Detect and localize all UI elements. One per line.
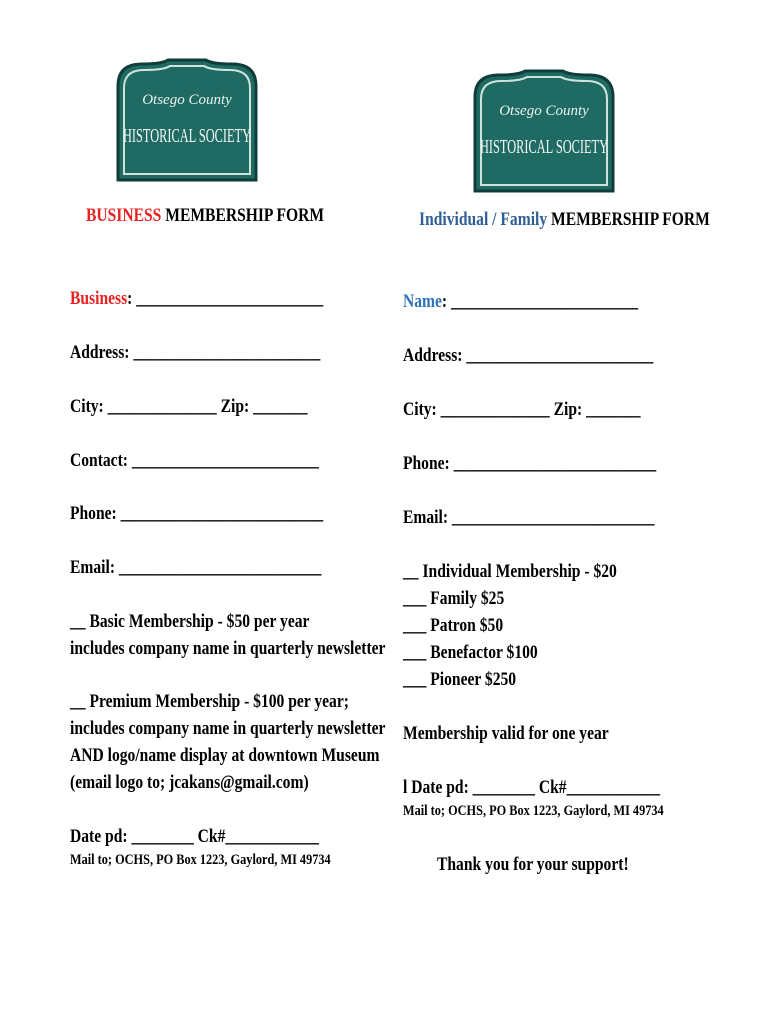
premium-membership-desc-2: AND logo/name display at downtown Museum bbox=[70, 745, 380, 766]
business-address-field[interactable]: Address: ________________________ bbox=[70, 342, 321, 363]
individual-title-accent: Individual / Family bbox=[419, 209, 548, 230]
business-title-accent: BUSINESS bbox=[86, 205, 162, 226]
individual-city-zip-field[interactable]: City: ______________ Zip: _______ bbox=[403, 399, 641, 420]
business-email-field[interactable]: Email: __________________________ bbox=[70, 557, 322, 578]
individual-name-label: Name bbox=[403, 291, 442, 312]
basic-membership-option[interactable]: __ Basic Membership - $50 per year bbox=[70, 611, 310, 632]
business-phone-field[interactable]: Phone: __________________________ bbox=[70, 503, 324, 524]
patron-membership-option[interactable]: ___ Patron $50 bbox=[403, 615, 504, 636]
business-form-title bbox=[86, 203, 324, 229]
logo-text-county: Otsego County bbox=[499, 103, 589, 119]
logo-text-society: HISTORICAL SOCIETY bbox=[123, 125, 251, 147]
business-title-rest: MEMBERSHIP FORM bbox=[161, 205, 325, 226]
individual-title-rest: MEMBERSHIP FORM bbox=[547, 209, 710, 230]
individual-address-field[interactable]: Address: ________________________ bbox=[403, 345, 654, 366]
individual-date-paid-field[interactable]: l Date pd: ________ Ck#____________ bbox=[403, 777, 661, 798]
individual-membership-option[interactable]: __ Individual Membership - $20 bbox=[403, 561, 617, 582]
individual-name-line: : ________________________ bbox=[441, 291, 638, 312]
individual-phone-field[interactable]: Phone: __________________________ bbox=[403, 453, 657, 474]
individual-mail-to: Mail to; OCHS, PO Box 1223, Gaylord, MI 49734 bbox=[403, 803, 664, 819]
business-name-label: Business bbox=[70, 288, 128, 309]
membership-validity-note: Membership valid for one year bbox=[403, 723, 609, 744]
pioneer-membership-option[interactable]: ___ Pioneer $250 bbox=[403, 669, 517, 690]
business-name-line: : ________________________ bbox=[127, 288, 324, 309]
premium-membership-option[interactable]: __ Premium Membership - $100 per year; bbox=[70, 691, 349, 712]
individual-email-field[interactable]: Email: __________________________ bbox=[403, 507, 655, 528]
family-membership-option[interactable]: ___ Family $25 bbox=[403, 588, 505, 609]
thank-you-note: Thank you for your support! bbox=[437, 854, 629, 875]
individual-form-title bbox=[419, 207, 710, 233]
logo-text-county: Otsego County bbox=[142, 92, 232, 108]
individual-name-field[interactable] bbox=[403, 289, 638, 315]
business-mail-to: Mail to; OCHS, PO Box 1223, Gaylord, MI 49734 bbox=[70, 852, 331, 868]
logo-text-society: HISTORICAL SOCIETY bbox=[480, 136, 608, 158]
business-name-field[interactable] bbox=[70, 286, 323, 312]
business-date-paid-field[interactable]: Date pd: ________ Ck#____________ bbox=[70, 826, 319, 847]
society-logo-right bbox=[469, 67, 619, 197]
business-contact-field[interactable]: Contact: ________________________ bbox=[70, 450, 319, 471]
benefactor-membership-option[interactable]: ___ Benefactor $100 bbox=[403, 642, 538, 663]
basic-membership-desc: includes company name in quarterly newsletter bbox=[70, 638, 386, 659]
premium-membership-desc-3: (email logo to; jcakans@gmail.com) bbox=[70, 772, 309, 793]
society-logo-left bbox=[112, 56, 262, 186]
business-city-zip-field[interactable]: City: ______________ Zip: _______ bbox=[70, 396, 308, 417]
premium-membership-desc-1: includes company name in quarterly newsletter bbox=[70, 718, 386, 739]
